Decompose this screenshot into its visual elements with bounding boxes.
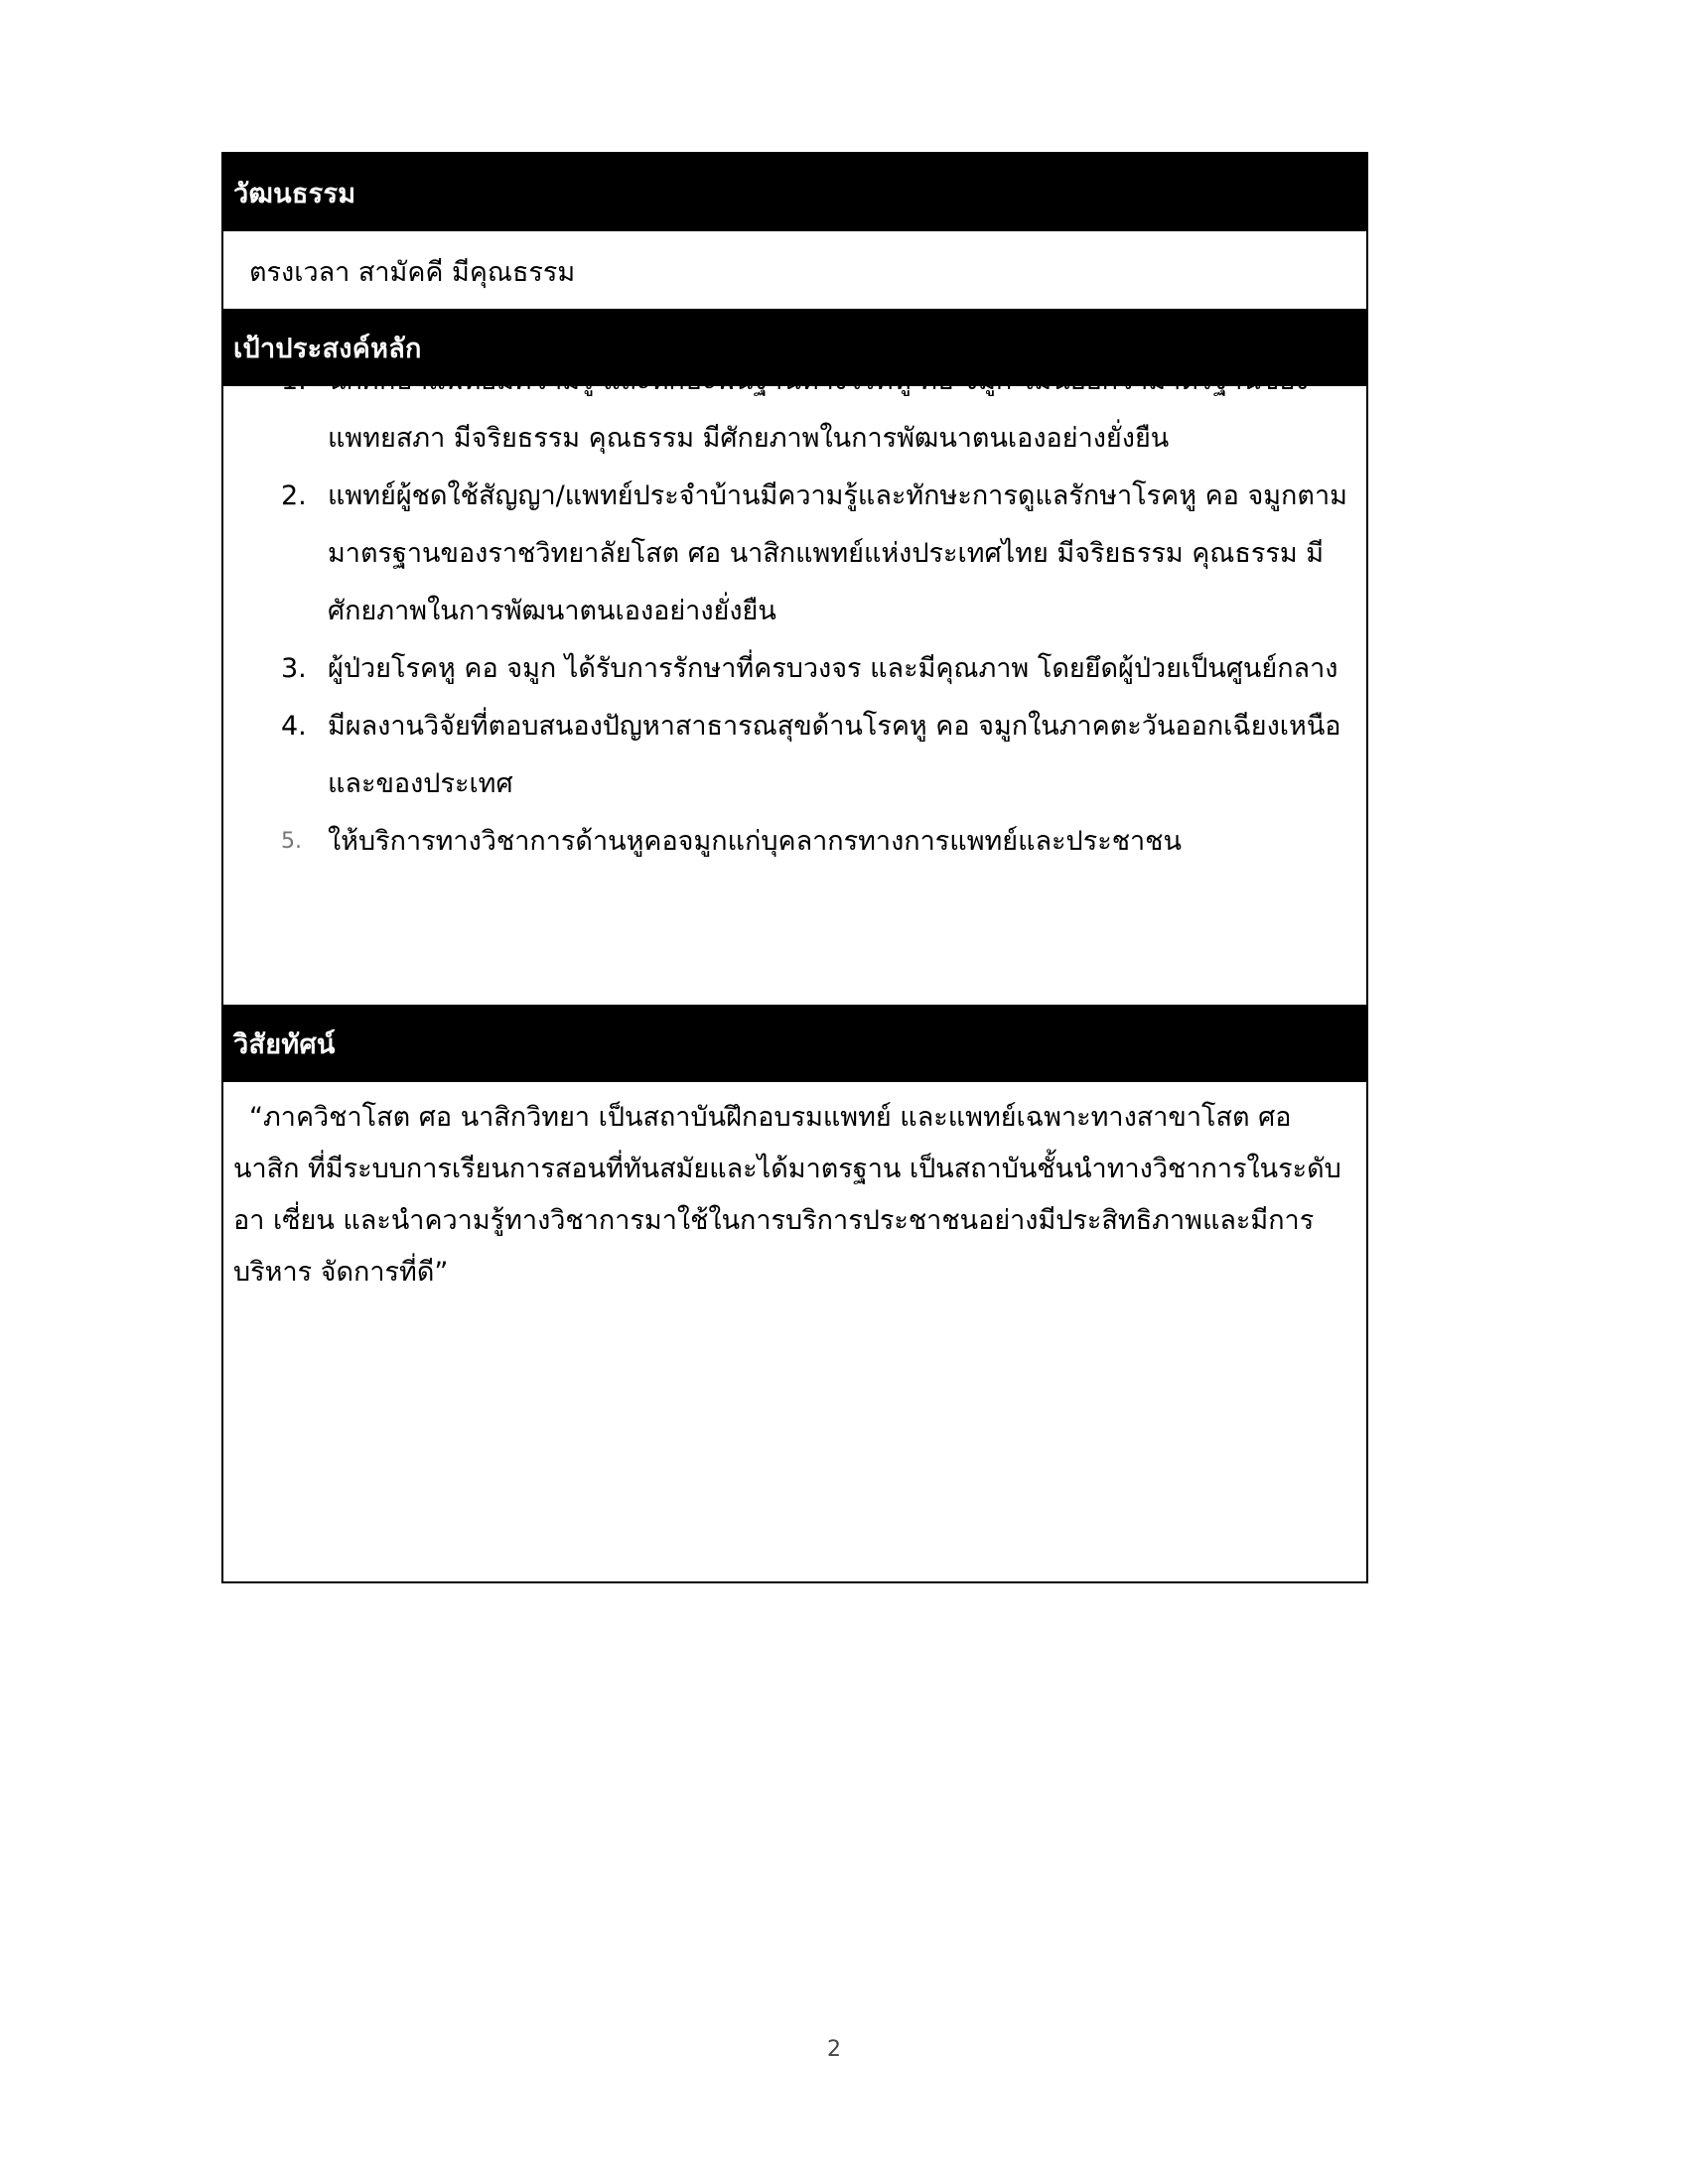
goal-item	[223, 352, 1366, 468]
goal-text: มีผลงานวิจัยที่ตอบสนองปัญหาสาธารณสุขด้านโรคหู คอ จมูกในภาคตะวันออกเฉียงเหนือและของประเทศ	[328, 711, 1341, 799]
goal-text: ให้บริการทางวิชาการด้านหูคอจมูกแก่บุคลากรทางการแพทย์และประชาชน	[328, 826, 1182, 857]
goal-item	[223, 468, 1366, 640]
core-values-header	[223, 154, 1366, 231]
goal-text: แพทย์ผู้ชดใช้สัญญา/แพทย์ประจำบ้านมีความรู้และทักษะการดูแลรักษาโรคหู คอ จมูกตามมาตรฐานของราชวิทยาลัยโสต ศอ นาสิกแพทย์แห่งประเทศไทย มีจริยธรรม คุณธรรม มีศักยภาพในการพัฒนาตนเองอย่างยั่งยืน	[328, 480, 1347, 626]
goal-item	[223, 813, 1366, 871]
goal-number: 4.	[281, 711, 307, 742]
goals-heading: เป้าประสงค์หลัก	[233, 333, 422, 364]
goal-number: 5.	[281, 829, 302, 854]
goal-item	[223, 698, 1366, 813]
content-frame	[221, 152, 1368, 1583]
goal-number: 3.	[281, 653, 307, 684]
goal-item	[223, 640, 1366, 698]
page-number: 2	[827, 2037, 841, 2062]
goals-list	[223, 352, 1366, 871]
goal-text: นักศึกษาแพทย์มีความรู้ และทักษะพื้นฐานทางโรคหู คอ จมูก ไม่น้อยกว่ามาตรฐานของแพทยสภา มีจริยธรรม คุณธรรม มีศักยภาพในการพัฒนาตนเองอย่างยั่งยืน	[328, 365, 1309, 454]
vision-heading: วิสัยทัศน์	[233, 1028, 336, 1060]
vision-text: “ภาควิชาโสต ศอ นาสิกวิทยา เป็นสถาบันฝึกอบรมแพทย์ และแพทย์เฉพาะทางสาขาโสต ศอ นาสิก ที่มีระบบการเรียนการสอนที่ทันสมัยและได้มาตรฐาน เป็นสถาบันชั้นนำทางวิชาการในระดับอา เซี่ยน และนำความรู้ทางวิชาการมาใช้ในการบริการประชาชนอย่างมีประสิทธิภาพและมีการบริหาร จัดการที่ดี”	[233, 1102, 1341, 1288]
core-values-heading: วัฒนธรรม	[233, 178, 356, 209]
goal-number: 2.	[281, 480, 307, 511]
goal-number: 1.	[281, 365, 307, 396]
vision-header	[223, 1005, 1366, 1082]
core-values-text: ตรงเวลา สามัคคี มีคุณธรรม	[249, 257, 576, 288]
goal-text: ผู้ป่วยโรคหู คอ จมูก ได้รับการรักษาที่ครบวงจร และมีคุณภาพ โดยยึดผู้ป่วยเป็นศูนย์กลาง	[328, 653, 1338, 684]
